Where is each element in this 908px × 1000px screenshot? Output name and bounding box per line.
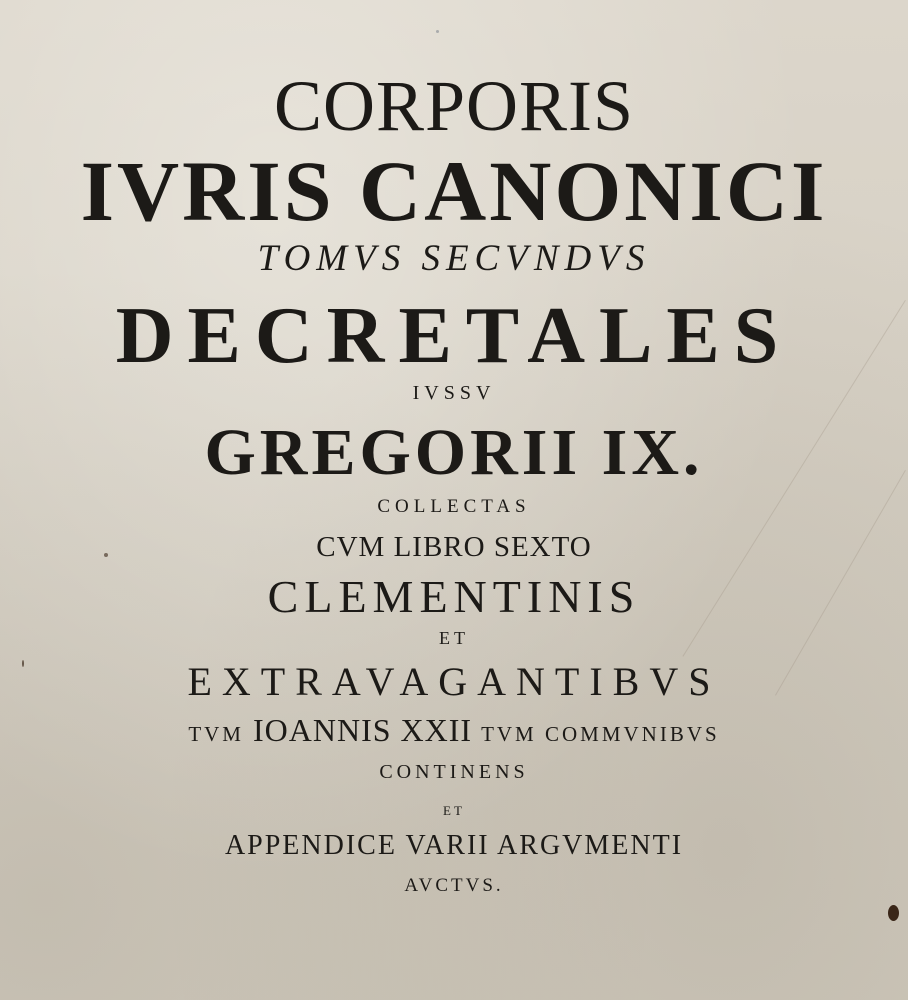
line-collectas: COLLECTAS bbox=[377, 496, 531, 517]
line-tvm-ioannis bbox=[0, 714, 908, 746]
ink-speck bbox=[104, 553, 108, 557]
line-et: ET bbox=[439, 628, 469, 648]
title-line-decretales: DECRETALES bbox=[115, 292, 793, 380]
line-gregorii: GREGORII IX. bbox=[204, 416, 704, 489]
title-line-corporis: CORPORIS bbox=[273, 66, 635, 146]
line-continens: CONTINENS bbox=[379, 761, 529, 783]
line-clementinis: CLEMENTINIS bbox=[267, 571, 641, 622]
word-tvm: TVM bbox=[188, 722, 244, 746]
line-ivssv: IVSSV bbox=[412, 382, 496, 404]
line-cvm-libro-sexto: CVM LIBRO SEXTO bbox=[316, 531, 592, 563]
word-tvm-communibvs: TVM COMMVNIBVS bbox=[481, 722, 720, 746]
line-et-second: ET bbox=[443, 803, 465, 818]
ink-stain bbox=[888, 905, 899, 921]
volume-line: TOMVS SECVNDVS bbox=[257, 238, 651, 279]
word-ioannis: IOANNIS XXII bbox=[252, 712, 473, 748]
title-line-ivris-canonici: IVRIS CANONICI bbox=[80, 143, 828, 239]
ink-speck bbox=[22, 660, 24, 667]
ink-speck bbox=[436, 30, 439, 33]
line-avctvs: AVCTVS. bbox=[404, 875, 504, 896]
line-appendice: APPENDICE VARII ARGVMENTI bbox=[224, 830, 684, 861]
line-extravagantibvs: EXTRAVAGANTIBVS bbox=[187, 659, 721, 704]
